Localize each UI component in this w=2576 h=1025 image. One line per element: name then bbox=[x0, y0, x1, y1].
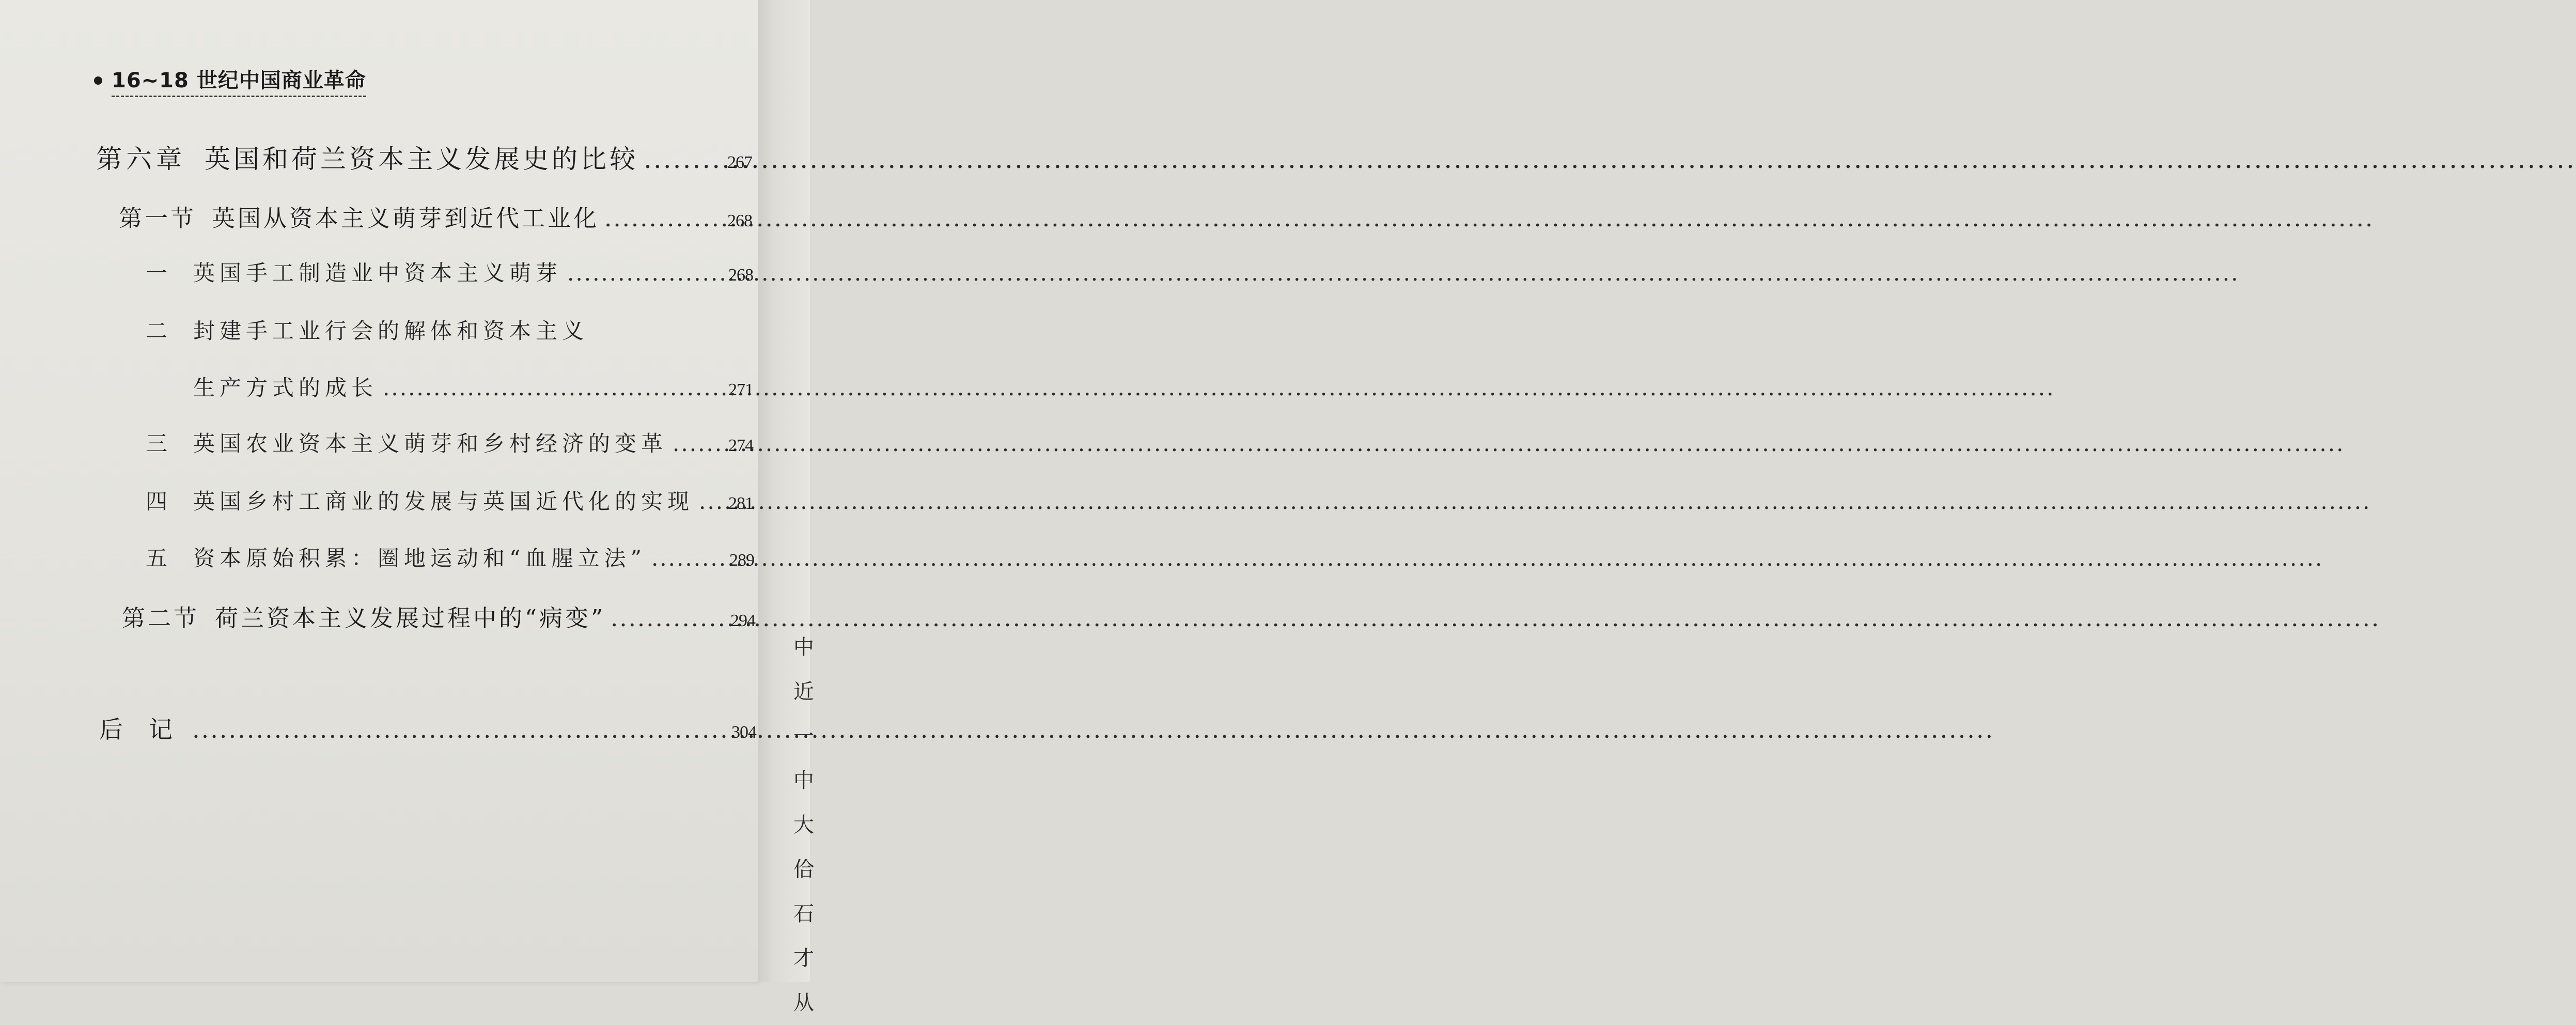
section-label: 第一节 bbox=[119, 205, 197, 232]
toc-section-entry[interactable] bbox=[122, 599, 755, 633]
page-number: 274 bbox=[728, 436, 753, 455]
section-title: 荷兰资本主义发展过程中的“病变” bbox=[215, 604, 606, 632]
facing-page-char: 石 bbox=[793, 902, 814, 926]
facing-page-char: 近 bbox=[793, 680, 814, 704]
facing-page-char: 从 bbox=[793, 991, 814, 1015]
table-of-contents bbox=[0, 0, 758, 982]
facing-page-text bbox=[793, 625, 814, 1025]
dot-leader bbox=[192, 716, 726, 743]
page-number: 271 bbox=[728, 380, 753, 399]
item-title: 英国乡村工商业的发展与英国近代化的实现 bbox=[193, 489, 694, 514]
facing-page-char: 大 bbox=[793, 813, 814, 837]
postscript-label: 后记 bbox=[99, 716, 198, 743]
page-number: 281 bbox=[728, 494, 753, 513]
item-title: 英国手工制造业中资本主义萌芽 bbox=[193, 260, 563, 286]
chapter-title: 英国和荷兰资本主义发展史的比较 bbox=[205, 144, 638, 174]
dot-leader bbox=[567, 260, 723, 286]
dot-leader bbox=[604, 205, 722, 232]
dot-leader bbox=[644, 144, 722, 174]
item-label: 二 bbox=[146, 318, 173, 344]
toc-postscript-entry[interactable] bbox=[99, 711, 756, 745]
section-label: 第二节 bbox=[122, 604, 200, 632]
page-number: 289 bbox=[729, 551, 754, 570]
item-label: 一 bbox=[146, 260, 173, 286]
page-number: 294 bbox=[730, 611, 755, 630]
item-title: 英国农业资本主义萌芽和乡村经济的变革 bbox=[193, 431, 668, 456]
chapter-label: 第六章 bbox=[96, 144, 186, 174]
item-label: 三 bbox=[146, 431, 173, 456]
item-label: 五 bbox=[146, 546, 173, 571]
item-label: 四 bbox=[146, 489, 173, 514]
dot-leader bbox=[699, 489, 723, 514]
item-title: 生产方式的成长 bbox=[193, 375, 378, 400]
running-head-title: 16~18 世纪中国商业革命 bbox=[112, 64, 366, 97]
toc-item-entry[interactable] bbox=[146, 541, 754, 572]
toc-item-entry[interactable] bbox=[146, 256, 753, 287]
toc-item-entry[interactable] bbox=[146, 485, 753, 516]
toc-item-entry[interactable] bbox=[146, 314, 753, 345]
item-title: 资本原始积累：圈地运动和“血腥立法” bbox=[193, 546, 646, 571]
toc-item-continuation[interactable] bbox=[193, 371, 753, 402]
toc-chapter-entry[interactable] bbox=[96, 138, 752, 176]
dot-leader bbox=[651, 546, 724, 571]
section-title: 英国从资本主义萌芽到近代工业化 bbox=[212, 205, 600, 232]
page-number: 267 bbox=[727, 153, 752, 172]
facing-page-char: 中 bbox=[793, 635, 814, 659]
facing-page-char: 才 bbox=[793, 946, 814, 970]
toc-section-entry[interactable] bbox=[119, 199, 752, 233]
page-number: 268 bbox=[728, 266, 753, 285]
page-number: 304 bbox=[731, 723, 756, 742]
facing-page-char: 佮 bbox=[793, 858, 814, 881]
facing-page-char: 中 bbox=[793, 769, 814, 793]
item-title: 封建手工业行会的解体和资本主义 bbox=[193, 318, 589, 344]
dot-leader bbox=[673, 431, 723, 456]
page-number: 268 bbox=[727, 211, 752, 230]
dot-leader bbox=[611, 604, 725, 632]
toc-item-entry[interactable] bbox=[146, 427, 753, 458]
dot-leader bbox=[383, 375, 723, 400]
facing-page-char: 一 bbox=[793, 724, 814, 748]
